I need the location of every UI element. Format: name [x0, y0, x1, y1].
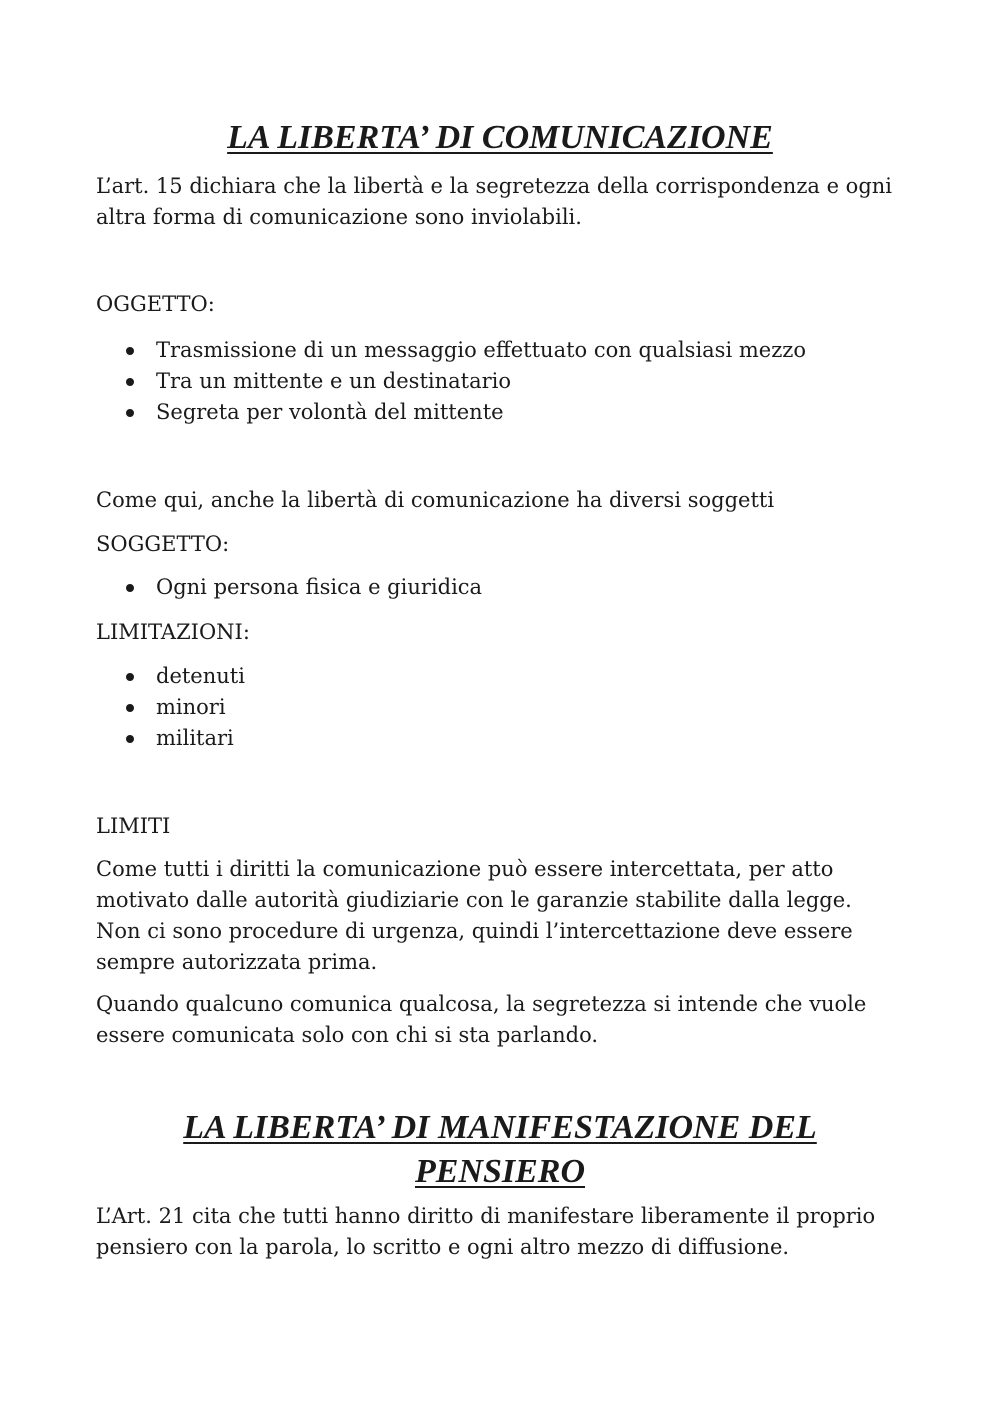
- text-line: altra forma di comunicazione sono inviolabili.: [96, 205, 582, 229]
- title-line: LA LIBERTA’ DI MANIFESTAZIONE DEL: [183, 1109, 817, 1146]
- intro-paragraph-art15: [96, 171, 926, 233]
- soggetti-intro: Come qui, anche la libertà di comunicazione ha diversi soggetti: [96, 488, 775, 512]
- text-line: Quando qualcuno comunica qualcosa, la segretezza si intende che vuole: [96, 992, 867, 1016]
- limitazioni-label: LIMITAZIONI:: [96, 620, 250, 644]
- bullet-icon: [126, 704, 134, 712]
- intro-paragraph-art21: [96, 1201, 926, 1263]
- bullet-icon: [126, 735, 134, 743]
- title-line: PENSIERO: [414, 1153, 586, 1190]
- oggetto-label: OGGETTO:: [96, 292, 215, 316]
- list-item-oggetto: Segreta per volontà del mittente: [156, 400, 504, 424]
- bullet-icon: [126, 378, 134, 386]
- bullet-icon: [126, 347, 134, 355]
- segretezza-paragraph: [96, 989, 926, 1051]
- bullet-icon: [126, 673, 134, 681]
- text-line: sempre autorizzata prima.: [96, 950, 378, 974]
- list-item-limitazioni: minori: [156, 695, 226, 719]
- list-item-limitazioni: detenuti: [156, 664, 245, 688]
- list-item-soggetto: Ogni persona fisica e giuridica: [156, 575, 483, 599]
- text-line: L’Art. 21 cita che tutti hanno diritto di manifestare liberamente il proprio: [96, 1204, 876, 1228]
- soggetto-label: SOGGETTO:: [96, 532, 230, 556]
- list-item-limitazioni: militari: [156, 726, 234, 750]
- bullet-icon: [126, 409, 134, 417]
- text-line: pensiero con la parola, lo scritto e ogni altro mezzo di diffusione.: [96, 1235, 790, 1259]
- limiti-label: LIMITI: [96, 814, 171, 838]
- text-line: L’art. 15 dichiara che la libertà e la segretezza della corrispondenza e ogni: [96, 174, 893, 198]
- text-line: Come tutti i diritti la comunicazione può essere intercettata, per atto: [96, 857, 834, 881]
- text-line: motivato dalle autorità giudiziarie con le garanzie stabilite dalla legge.: [96, 888, 852, 912]
- list-item-oggetto: Trasmissione di un messaggio effettuato con qualsiasi mezzo: [156, 338, 806, 362]
- text-line: essere comunicata solo con chi si sta parlando.: [96, 1023, 599, 1047]
- list-item-oggetto: Tra un mittente e un destinatario: [156, 369, 512, 393]
- text-line: Non ci sono procedure di urgenza, quindi l’intercettazione deve essere: [96, 919, 853, 943]
- bullet-icon: [126, 584, 134, 592]
- section-title-comunicazione: LA LIBERTA’ DI COMUNICAZIONE: [227, 119, 773, 156]
- limiti-paragraph: [96, 854, 926, 978]
- section-title-manifestazione: [0, 1106, 1000, 1194]
